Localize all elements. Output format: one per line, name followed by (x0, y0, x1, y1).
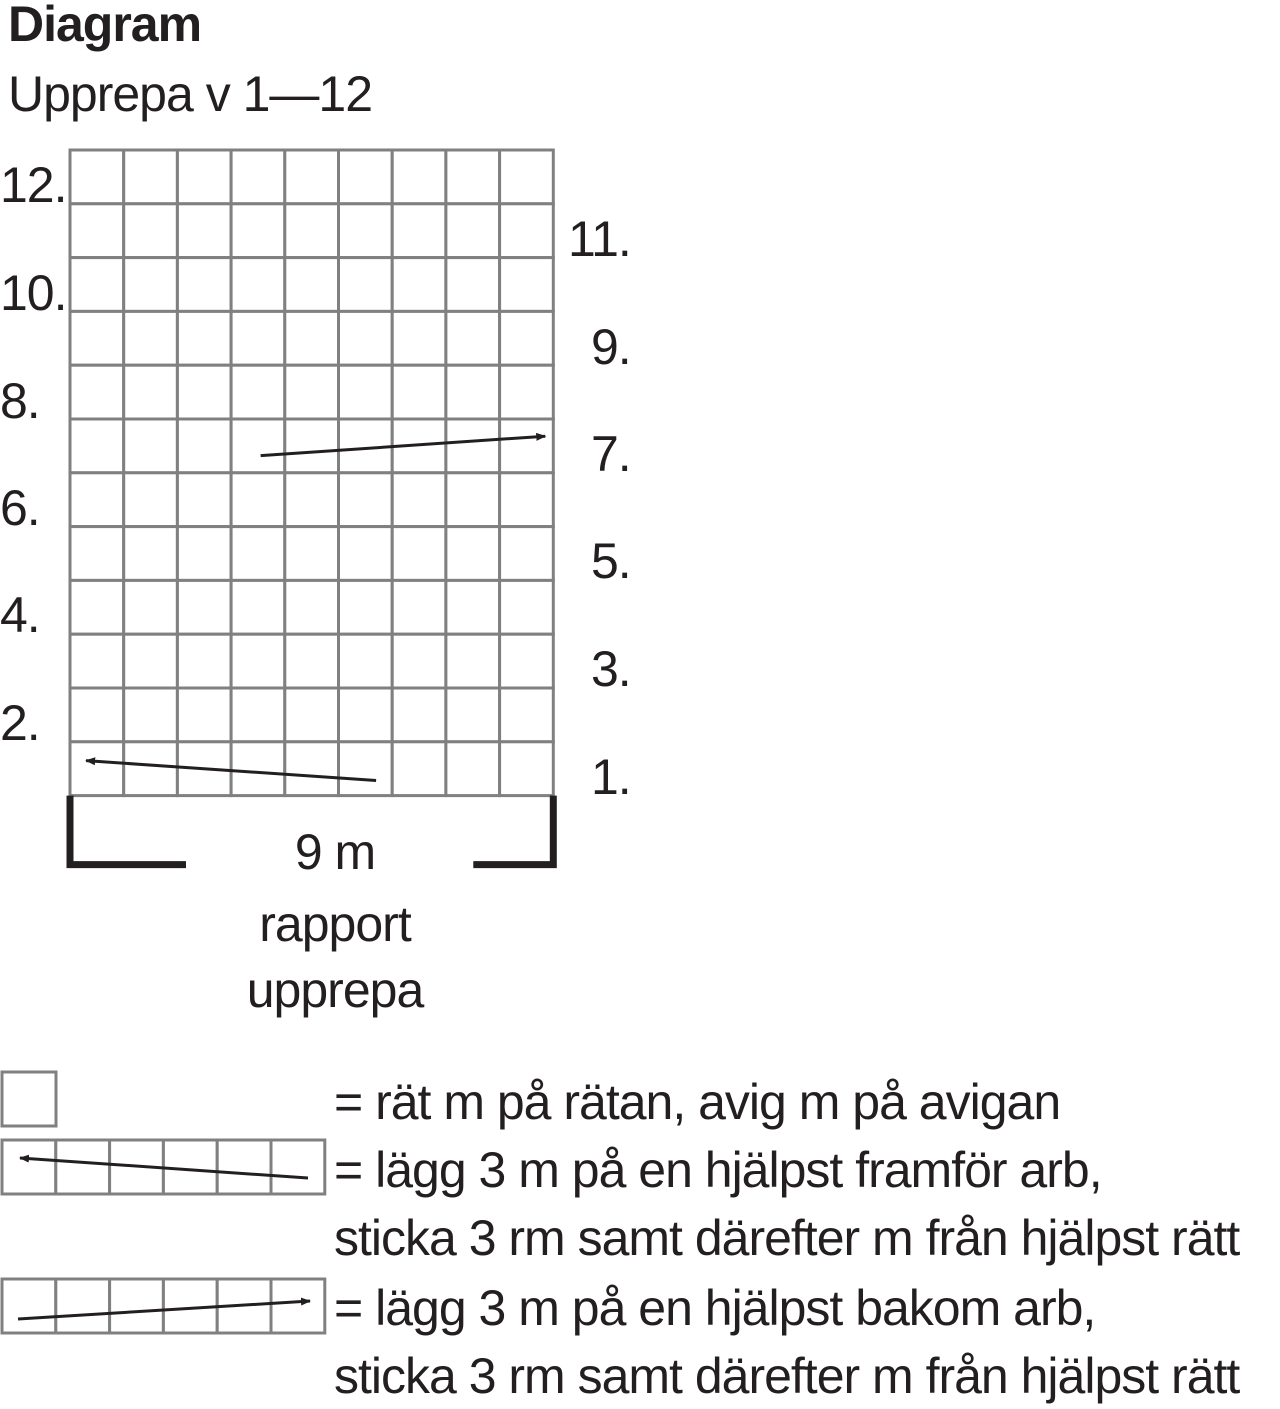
chart-cell-r2-c9 (500, 688, 554, 742)
chart-cell-r5-c9 (500, 527, 554, 581)
chart-cell-r7-c3 (177, 419, 231, 473)
chart-cell-r7-c4 (231, 419, 285, 473)
chart-cell-r6-c2 (124, 473, 178, 527)
chart-cell-r6-c4 (231, 473, 285, 527)
chart-cell-r11-c8 (446, 204, 500, 258)
legend-cable-front-text-1: = lägg 3 m på en hjälpst framför arb, (334, 1142, 1102, 1198)
chart-cell-r4-c5 (285, 580, 339, 634)
chart-cell-r3-c6 (339, 634, 393, 688)
row-label-2: 2. (0, 695, 40, 751)
chart-cell-r8-c5 (285, 365, 339, 419)
legend-cell (163, 1140, 217, 1194)
chart-cell-r5-c2 (124, 527, 178, 581)
chart-cell-r10-c6 (339, 258, 393, 312)
chart-cell-r12-c4 (231, 150, 285, 204)
legend-cable-back-text-2: sticka 3 rm samt därefter m från hjälpst rätt (334, 1348, 1240, 1404)
chart-cell-r6-c1 (70, 473, 124, 527)
legend-cell (110, 1279, 164, 1333)
row-label-6: 6. (0, 480, 40, 536)
repeat-stitch-count: 9 m (294, 824, 376, 880)
chart-cell-r6-c9 (500, 473, 554, 527)
row-label-1: 1. (591, 749, 631, 805)
chart-cell-r6-c7 (392, 473, 446, 527)
chart-cell-r11-c7 (392, 204, 446, 258)
chart-cell-r3-c9 (500, 634, 554, 688)
chart-cell-r5-c4 (231, 527, 285, 581)
chart-cell-r4-c9 (500, 580, 554, 634)
chart-cell-r10-c7 (392, 258, 446, 312)
row-label-8: 8. (0, 373, 40, 429)
legend-cell (217, 1140, 271, 1194)
chart-cell-r9-c7 (392, 311, 446, 365)
chart-cell-r12-c7 (392, 150, 446, 204)
chart-cell-r1-c8 (446, 742, 500, 796)
legend-cell (271, 1279, 325, 1333)
legend-knit-text: = rät m på rätan, avig m på avigan (334, 1074, 1061, 1130)
chart-cell-r12-c8 (446, 150, 500, 204)
row-label-12: 12. (0, 157, 67, 213)
chart-cell-r3-c7 (392, 634, 446, 688)
legend-cell (56, 1279, 110, 1333)
row-label-10: 10. (0, 265, 67, 321)
chart-cell-r12-c6 (339, 150, 393, 204)
legend-cable-back-text-1: = lägg 3 m på en hjälpst bakom arb, (334, 1280, 1096, 1336)
chart-cell-r2-c4 (231, 688, 285, 742)
chart-cell-r10-c5 (285, 258, 339, 312)
chart-cell-r9-c3 (177, 311, 231, 365)
chart-cell-r6-c8 (446, 473, 500, 527)
chart-cell-r6-c6 (339, 473, 393, 527)
chart-cell-r12-c2 (124, 150, 178, 204)
chart-cell-r10-c8 (446, 258, 500, 312)
chart-cell-r10-c4 (231, 258, 285, 312)
chart-cell-r11-c2 (124, 204, 178, 258)
chart-grid (70, 150, 553, 796)
row-label-11: 11. (568, 211, 631, 267)
chart-cell-r9-c2 (124, 311, 178, 365)
chart-cell-r4-c2 (124, 580, 178, 634)
chart-cell-r7-c1 (70, 419, 124, 473)
chart-cell-r8-c6 (339, 365, 393, 419)
chart-cell-r1-c1 (70, 742, 124, 796)
chart-cell-r2-c3 (177, 688, 231, 742)
chart-cell-r2-c6 (339, 688, 393, 742)
chart-cell-r1-c2 (124, 742, 178, 796)
chart-cell-r5-c7 (392, 527, 446, 581)
chart-cell-r9-c8 (446, 311, 500, 365)
chart-cell-r8-c4 (231, 365, 285, 419)
repeat-bracket-right (473, 796, 553, 865)
chart-cell-r10-c2 (124, 258, 178, 312)
chart-cell-r4-c3 (177, 580, 231, 634)
chart-cell-r4-c8 (446, 580, 500, 634)
chart-cell-r1-c4 (231, 742, 285, 796)
row-label-3: 3. (591, 641, 631, 697)
chart-cell-r8-c1 (70, 365, 124, 419)
chart-cell-r7-c5 (285, 419, 339, 473)
row-label-7: 7. (591, 426, 631, 482)
chart-cell-r6-c5 (285, 473, 339, 527)
chart-cell-r11-c9 (500, 204, 554, 258)
legend-cable-back-symbol (0, 1277, 330, 1337)
chart-cell-r10-c9 (500, 258, 554, 312)
chart-cell-r2-c5 (285, 688, 339, 742)
chart-cell-r11-c4 (231, 204, 285, 258)
chart-cell-r10-c1 (70, 258, 124, 312)
chart-cell-r7-c2 (124, 419, 178, 473)
chart-cell-r1-c5 (285, 742, 339, 796)
chart-cell-r3-c5 (285, 634, 339, 688)
chart-cell-r3-c3 (177, 634, 231, 688)
row-label-4: 4. (0, 587, 40, 643)
chart-cell-r5-c5 (285, 527, 339, 581)
chart-cell-r7-c8 (446, 419, 500, 473)
chart-cell-r10-c3 (177, 258, 231, 312)
chart-cell-r4-c7 (392, 580, 446, 634)
chart-cell-r8-c9 (500, 365, 554, 419)
chart-cell-r4-c6 (339, 580, 393, 634)
chart-cell-r9-c5 (285, 311, 339, 365)
chart-cell-r2-c2 (124, 688, 178, 742)
diagram-title: Diagram (8, 0, 202, 52)
chart-cell-r11-c1 (70, 204, 124, 258)
legend-cell (2, 1140, 56, 1194)
legend-cell (271, 1140, 325, 1194)
chart-cell-r8-c2 (124, 365, 178, 419)
legend-cable-front-symbol (0, 1138, 330, 1198)
diagram-subtitle: Upprepa v 1—12 (8, 66, 373, 122)
chart-cell-r6-c3 (177, 473, 231, 527)
chart-cell-r4-c4 (231, 580, 285, 634)
chart-cell-r1-c7 (392, 742, 446, 796)
chart-cell-r7-c9 (500, 419, 554, 473)
legend-cell (2, 1279, 56, 1333)
chart-cell-r2-c8 (446, 688, 500, 742)
chart-cell-r12-c3 (177, 150, 231, 204)
chart-cell-r3-c4 (231, 634, 285, 688)
chart-cell-r2-c7 (392, 688, 446, 742)
chart-cell-r11-c5 (285, 204, 339, 258)
chart-cell-r3-c1 (70, 634, 124, 688)
chart-cell-r12-c5 (285, 150, 339, 204)
chart-cell-r2-c1 (70, 688, 124, 742)
chart-cell-r11-c3 (177, 204, 231, 258)
row-label-9: 9. (591, 319, 631, 375)
chart-cell-r8-c3 (177, 365, 231, 419)
chart-cell-r3-c8 (446, 634, 500, 688)
chart-cell-r5-c8 (446, 527, 500, 581)
chart-cell-r5-c3 (177, 527, 231, 581)
chart-cell-r3-c2 (124, 634, 178, 688)
chart-cell-r9-c9 (500, 311, 554, 365)
chart-cell-r9-c6 (339, 311, 393, 365)
chart-cell-r1-c6 (339, 742, 393, 796)
row-label-5: 5. (591, 533, 631, 589)
chart-cell-r8-c7 (392, 365, 446, 419)
legend-cell (56, 1140, 110, 1194)
chart-cell-r12-c9 (500, 150, 554, 204)
chart-cell-r5-c6 (339, 527, 393, 581)
repeat-label-upprepa: upprepa (246, 962, 424, 1018)
legend-knit-symbol (0, 1070, 60, 1130)
chart-cell-r8-c8 (446, 365, 500, 419)
chart-cell-r4-c1 (70, 580, 124, 634)
chart-cell-r5-c1 (70, 527, 124, 581)
chart-cell-r11-c6 (339, 204, 393, 258)
chart-cell-r1-c9 (500, 742, 554, 796)
chart-cell-r9-c1 (70, 311, 124, 365)
repeat-bracket-left (70, 796, 186, 865)
repeat-label-rapport: rapport (259, 896, 411, 952)
chart-cell-r12-c1 (70, 150, 124, 204)
legend-cable-front-text-2: sticka 3 rm samt därefter m från hjälpst rätt (334, 1210, 1240, 1266)
chart-cell-r9-c4 (231, 311, 285, 365)
